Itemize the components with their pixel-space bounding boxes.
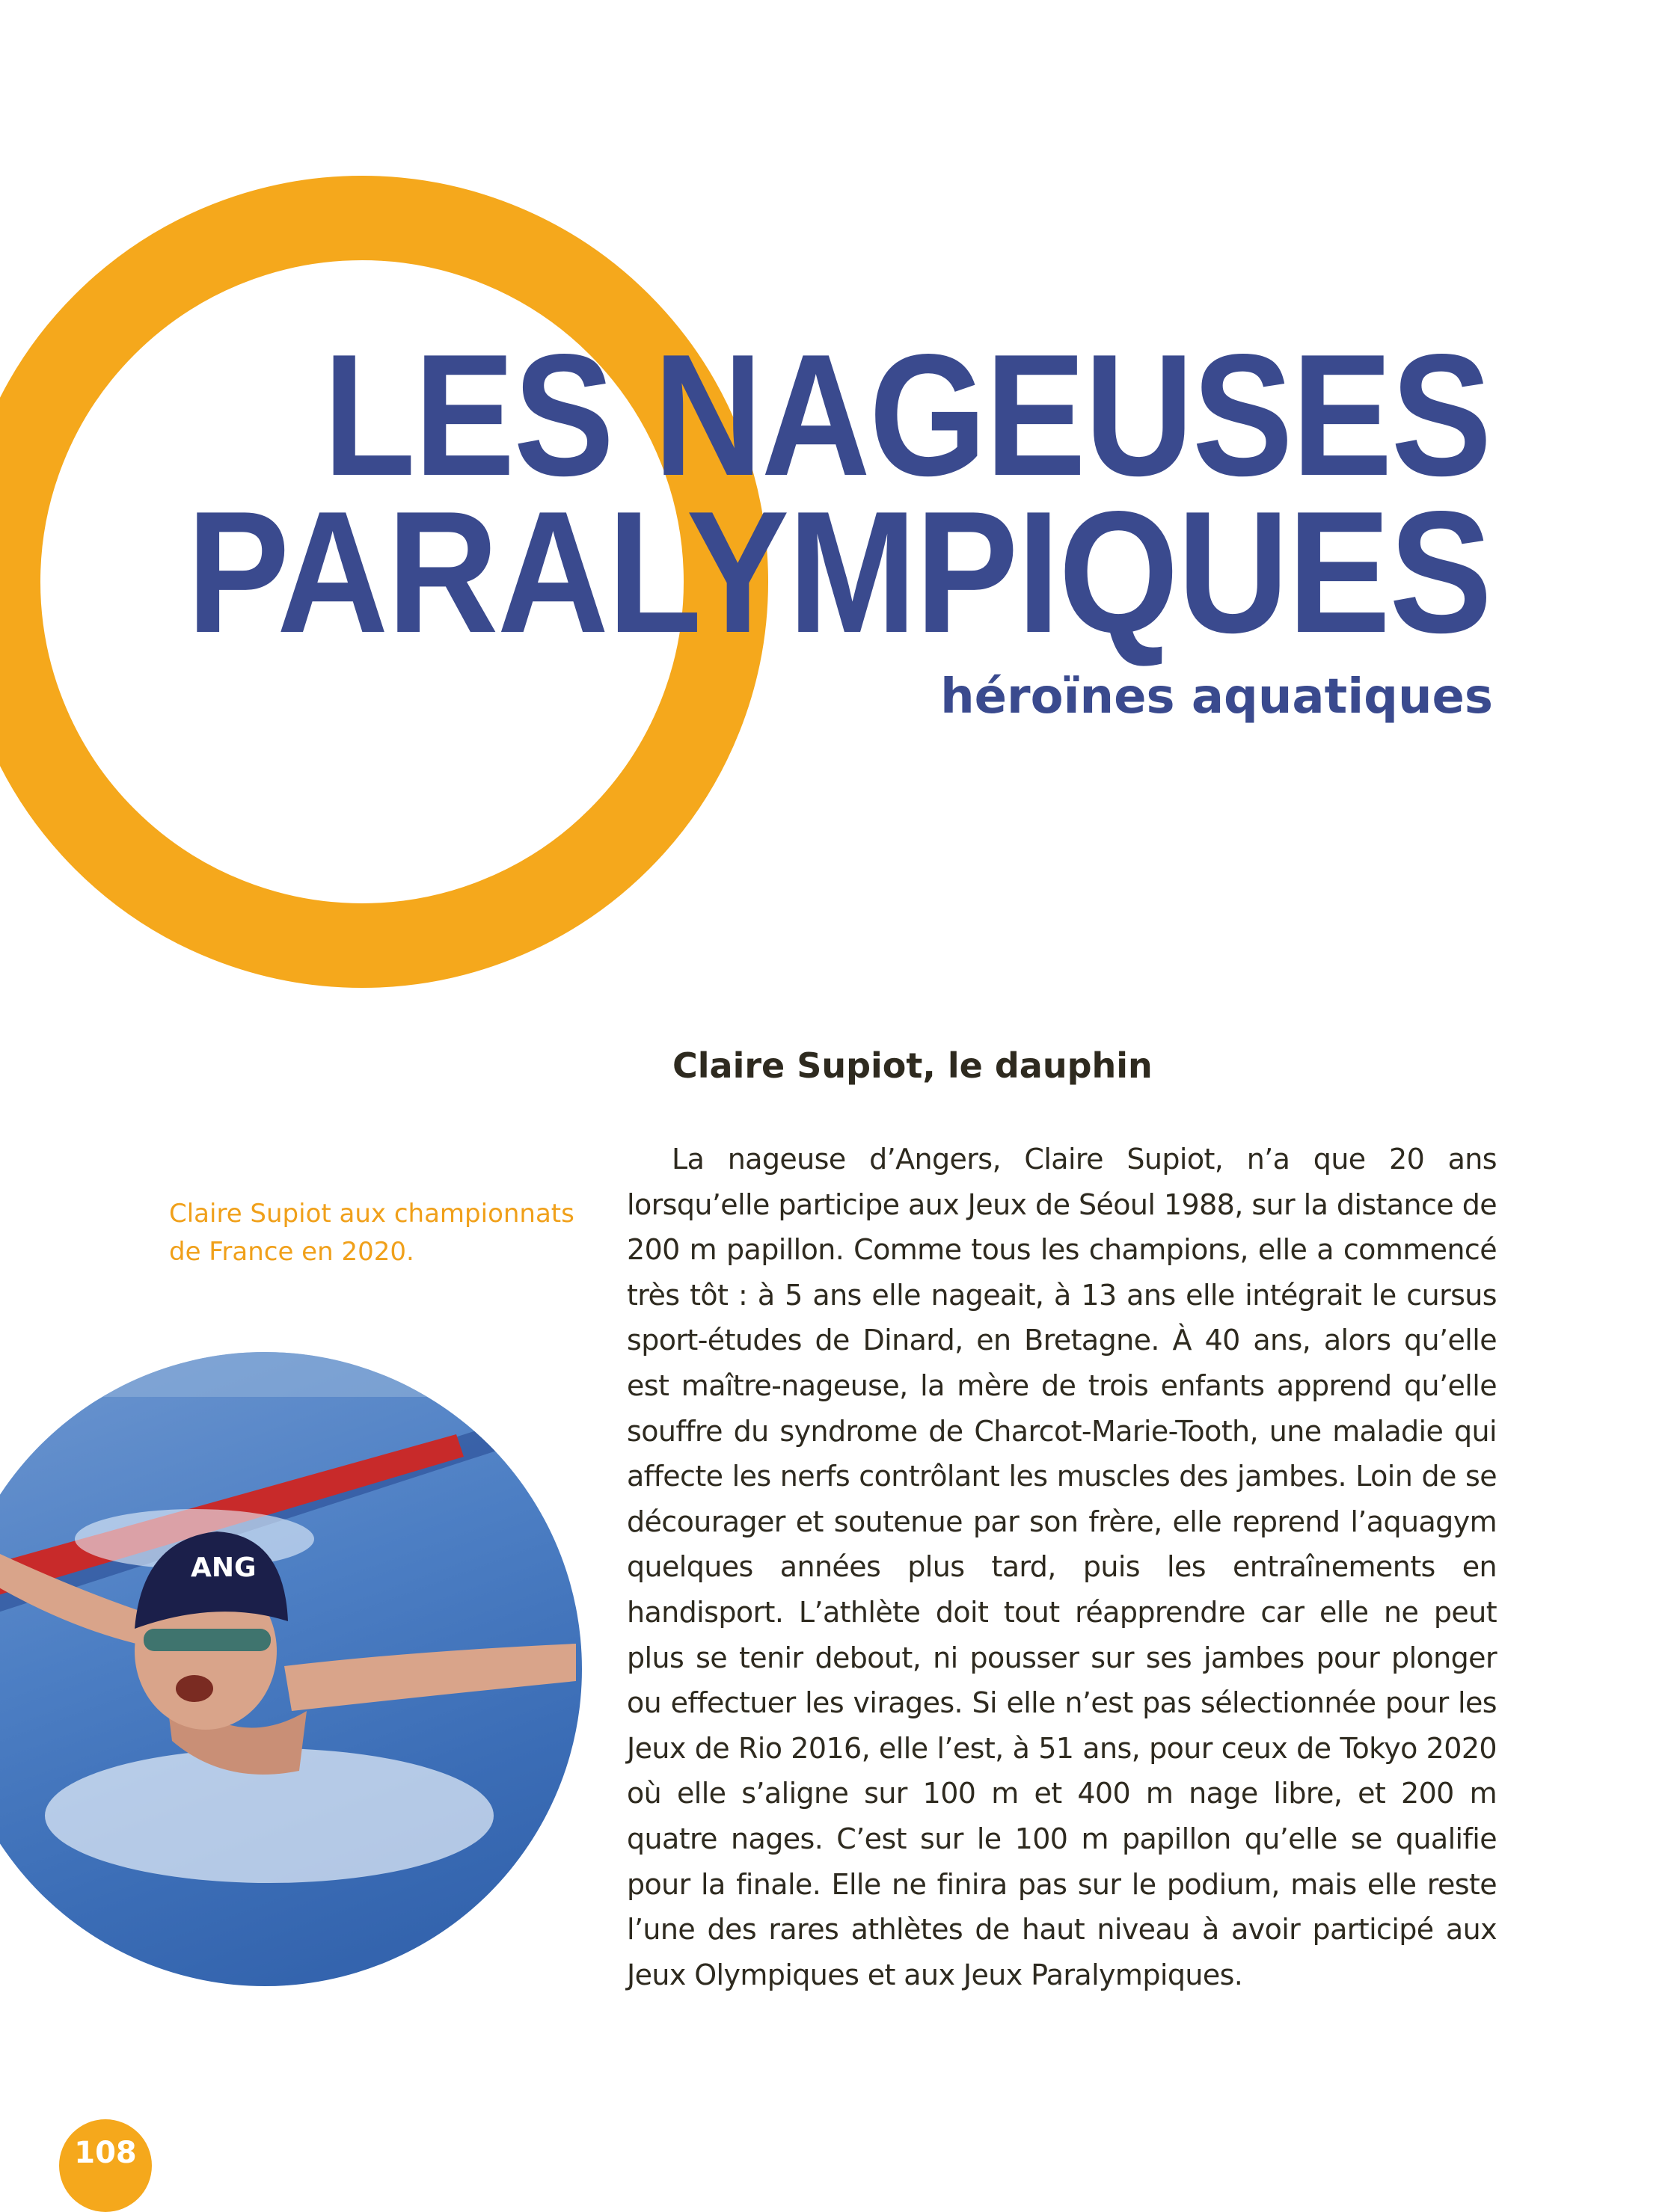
page-number: 108 (74, 2136, 137, 2170)
swimmer-illustration (0, 1352, 582, 1986)
section-heading: Claire Supiot, le dauphin (672, 1045, 1153, 1086)
page-number-badge (59, 2119, 152, 2212)
body-text: La nageuse d’Angers, Claire Supiot, n’a que 20 ans lorsqu’elle participe aux Jeux de Séoul 1988, sur la distance de 200 m papillon. Comme tous les champions, elle a commencé très tôt : à 5 ans elle nageait, à 13 ans elle intégrait le cursus sport-études de Dinard, en Bretagne. À 40 ans, alors qu’elle est maître-nageuse, la mère de trois enfants apprend qu’elle souffre du syndrome de Charcot-Marie-Tooth, une maladie qui affecte les nerfs contrôlant les muscles des jambes. Loin de se décourager et soutenue par son frère, elle reprend l’aquagym quelques années plus tard, puis les entraînements en handisport. L’athlète doit tout réapprendre car elle ne peut plus se tenir debout, ni pousser sur ses jambes pour plonger ou effectuer les virages. Si elle n’est pas sélectionnée pour les Jeux de Rio 2016, elle l’est, à 51 ans, pour ceux de Tokyo 2020 où elle s’aligne sur 100 m et 400 m nage libre, et 200 m quatre nages. C’est sur le 100 m papillon qu’elle se qualifie pour la finale. Elle ne finira pas sur le podium, mais elle reste l’une des rares athlètes de haut niveau à avoir participé aux Jeux Olympiques et aux Jeux Paralympiques. (627, 1143, 1497, 1991)
page-title-line1: LES NAGEUSES (323, 319, 1491, 512)
photo-caption: Claire Supiot aux championnats de France en 2020. (169, 1199, 574, 1267)
swim-cap-text: ANG (191, 1552, 257, 1583)
page-title-line2: PARALYMPIQUES (186, 476, 1491, 669)
page-subtitle: héroïnes aquatiques (940, 669, 1493, 725)
swimmer-photo (0, 1352, 582, 1986)
